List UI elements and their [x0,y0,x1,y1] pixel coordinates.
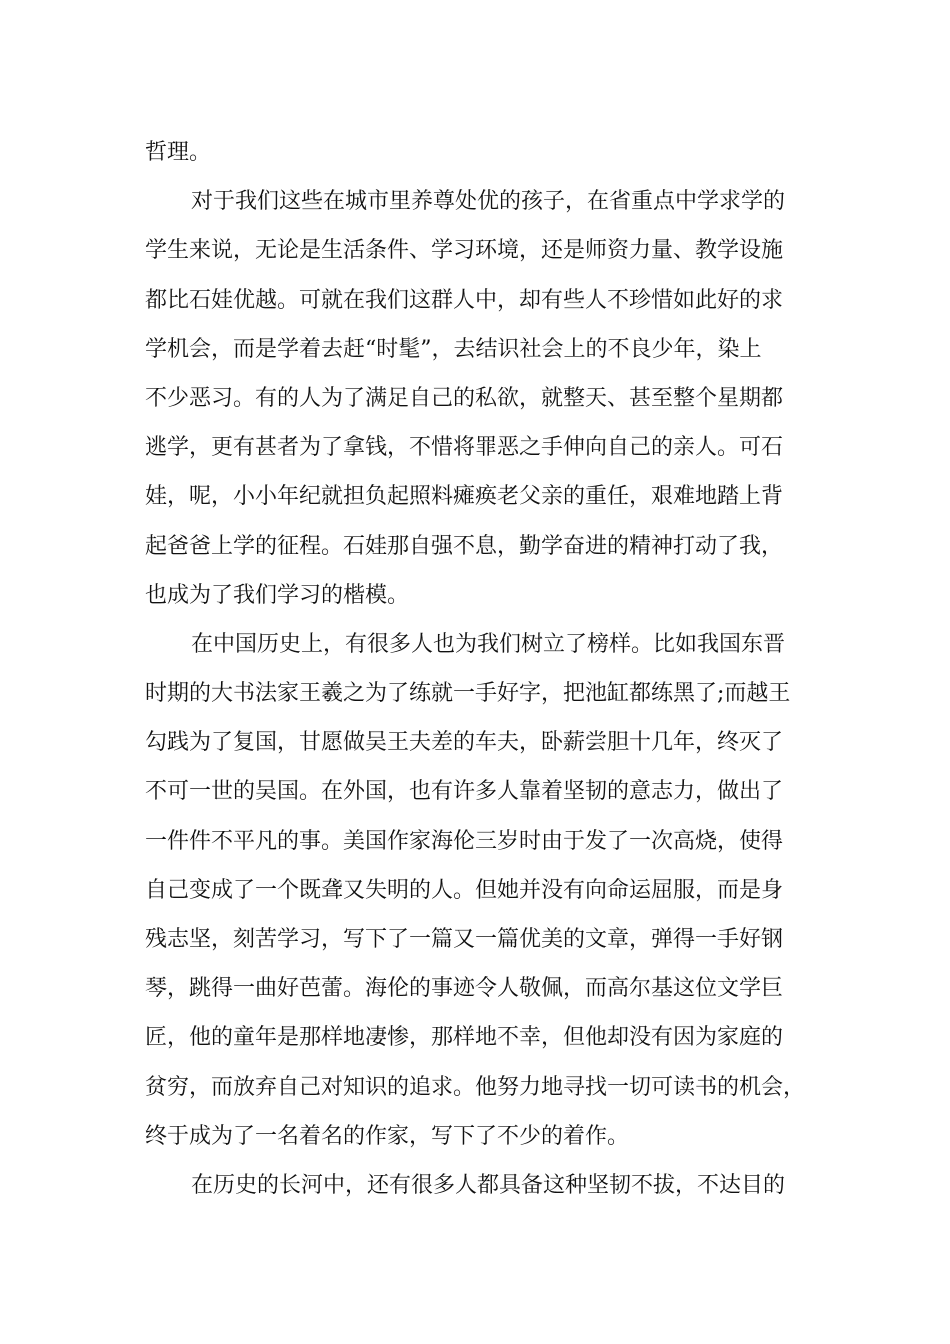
text-line: 哲理。 [145,140,212,165]
paragraph-start-line: 在中国历史上，有很多人也为我们树立了榜样。比如我国东晋 [191,631,786,657]
text-line: 学生来说，无论是生活条件、学习环境，还是师资力量、教学设施 [145,238,784,264]
paragraph-start-line: 在历史的长河中，还有很多人都具备这种坚韧不拔，不达目的 [191,1172,786,1198]
text-line: 勾践为了复国，甘愿做吴王夫差的车夫，卧薪尝胆十几年，终灭了 [145,730,784,756]
text-line: 学机会，而是学着去赶“时髦”，去结识社会上的不良少年，染上 [145,336,762,362]
text-line: 一件件不平凡的事。美国作家海伦三岁时由于发了一次高烧，使得 [145,828,784,854]
text-line: 终于成为了一名着名的作家，写下了不少的着作。 [145,1123,630,1149]
document-body [145,128,820,1210]
text-line: 起爸爸上学的征程。石娃那自强不息，勤学奋进的精神打动了我， [145,533,784,559]
text-line: 匠，他的童年是那样地凄惨，那样地不幸，但他却没有因为家庭的 [145,1025,784,1051]
text-line: 不少恶习。有的人为了满足自己的私欲，就整天、甚至整个星期都 [145,385,784,411]
text-line: 逃学，更有甚者为了拿钱，不惜将罪恶之手伸向自己的亲人。可石 [145,435,784,461]
text-line: 琴，跳得一曲好芭蕾。海伦的事迹令人敬佩，而高尔基这位文学巨 [145,976,784,1002]
paragraph-start-line: 对于我们这些在城市里养尊处优的孩子，在省重点中学求学的 [191,189,786,215]
text-line: 娃，呢，小小年纪就担负起照料瘫痪老父亲的重任，艰难地踏上背 [145,484,784,510]
text-line: 自己变成了一个既聋又失明的人。但她并没有向命运屈服，而是身 [145,877,784,903]
text-line: 贫穷，而放弃自己对知识的追求。他努力地寻找一切可读书的机会， [145,1074,806,1100]
text-line: 时期的大书法家王羲之为了练就一手好字，把池缸都练黑了;而越王 [145,681,791,707]
text-line: 都比石娃优越。可就在我们这群人中，却有些人不珍惜如此好的求 [145,287,784,313]
text-line: 不可一世的吴国。在外国，也有许多人靠着坚韧的意志力，做出了 [145,779,784,805]
text-line: 残志坚，刻苦学习，写下了一篇又一篇优美的文章，弹得一手好钢 [145,927,784,952]
text-line: 也成为了我们学习的楷模。 [145,582,410,608]
